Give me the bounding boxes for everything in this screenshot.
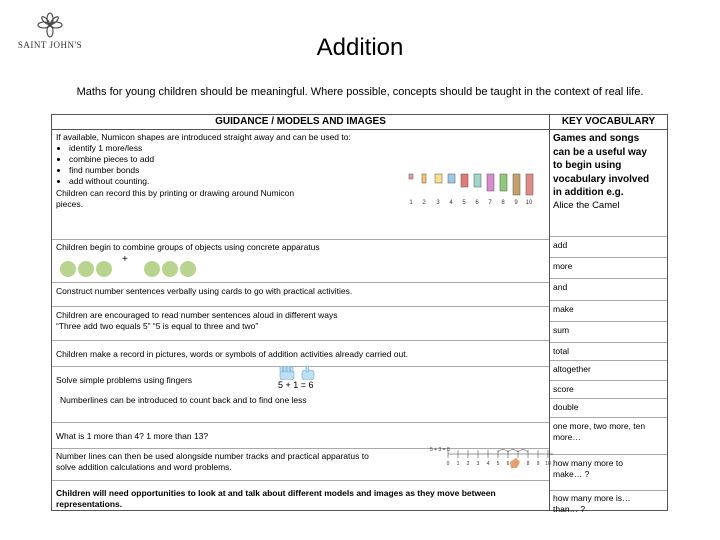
numicon-label: 6 [475,200,479,206]
numicon-uses-list [56,143,154,187]
vocab-word: and [553,282,568,292]
fingers-text: Solve simple problems using fingers [56,375,193,385]
vocab-divider [550,380,667,381]
section-divider [52,282,549,283]
vocab-games-line: to begin using [553,160,622,171]
vocab-divider [550,490,667,491]
vocab-divider [550,360,667,361]
vocab-one-more-block [553,421,665,443]
page-subtitle: Maths for young children should be meaningful. Where possible, concepts should be taught in the context of real life. [76,86,644,98]
read-aloud-text-1: Children are encouraged to read number sentences aloud in different ways [56,310,338,320]
list-item: • find number bonds [69,165,154,176]
numberline-tick-label: 2 [466,461,470,467]
numberline-image [428,444,588,470]
guidance-header: GUIDANCE / MODELS AND IMAGES [52,115,550,130]
vocab-word: more [553,261,573,271]
record-text-2: pieces. [56,199,83,209]
vocab-word: total [553,346,570,356]
vocab-divider [550,236,667,237]
vocab-how-many-more-is-block [553,493,665,515]
vocab-line: make… ? [553,469,590,479]
vocab-divider [550,321,667,322]
vocab-line: how many more is… [553,493,631,503]
numberline-tick-label: 1 [456,461,460,467]
vocab-divider [550,257,667,258]
numicon-intro: If available, Numicon shapes are introduced straight away and can be used to: [56,132,351,142]
numberline-tick-label: 8 [526,461,530,467]
numicon-label: 2 [422,200,426,206]
numberline-tick-label: 4 [486,461,490,467]
vocab-line: one more, two more, ten [553,421,646,431]
list-item: • combine pieces to add [69,154,154,165]
vocab-divider [550,398,667,399]
vocab-games-line: in addition e.g. [553,187,624,198]
vocab-divider [550,300,667,301]
page-title: Addition [316,34,404,61]
numicon-label: 9 [514,200,518,206]
vocab-word: make [553,304,574,314]
numicon-label: 3 [436,200,440,206]
numberlines-note: Numberlines can be introduced to count back and to find one less [60,395,307,405]
hands-image [278,366,322,380]
plus-sign: + [122,254,128,265]
section-divider [52,422,549,423]
list-item: • identify 1 more/less [69,143,154,154]
record-text-1: Children can record this by printing or drawing around Numicon [56,188,295,198]
numicon-label: 8 [501,200,505,206]
numberline-tick-label: 3 [476,461,480,467]
vocab-games-line: Games and songs [553,133,640,144]
numberlines-text-2: solve addition calculations and word problems. [56,462,232,472]
vocab-games-line: Alice the Camel [553,199,620,211]
record-pictures-text: Children make a record in pictures, words or symbols of addition activities already carried out. [56,349,408,359]
vocab-divider [550,342,667,343]
what-more-text: What is 1 more than 4? 1 more than 13? [56,431,209,441]
vocab-line: how many more to [553,458,623,468]
numberline-tick-label: 6 [506,461,510,467]
opportunities-text-1: Children will need opportunities to look at and talk about different models and images as they move between [56,488,496,498]
section-divider [52,480,549,481]
games-songs-block [553,132,665,212]
vocab-word: double [553,402,579,412]
numicon-shapes-image [407,170,547,206]
section-divider [52,340,549,341]
section-divider [52,306,549,307]
vocab-games-line: can be a useful way [553,146,647,158]
numberline-tick-label: 9 [536,461,540,467]
opportunities-text-2: representations. [56,499,123,509]
vocab-line: more… [553,432,581,442]
vocab-word: altogether [553,364,591,374]
vocab-line: than… ? [553,504,586,514]
vocab-divider [550,278,667,279]
section-divider [52,239,549,240]
construct-sentences-text: Construct number sentences verbally using cards to go with practical activities. [56,286,353,296]
combine-groups-text: Children begin to combine groups of objects using concrete apparatus [56,242,320,252]
logo-text: SAINT JOHN'S [17,40,83,50]
numicon-label: 4 [449,200,453,206]
vocab-word: add [553,240,568,250]
list-item: • add without counting. [69,176,154,187]
numberline-label: 5 + 3 = 8 [430,447,450,453]
numberlines-text-1: Number lines can then be used alongside number tracks and practical apparatus to [56,451,369,461]
vocab-divider [550,417,667,418]
numicon-label: 5 [462,200,466,206]
numicon-label: 7 [488,200,492,206]
read-aloud-text-2: “Three add two equals 5” “5 is equal to three and two” [56,321,259,331]
counters-image [60,258,220,280]
fingers-sum: 5 + 1 = 6 [278,380,314,390]
vocabulary-header: KEY VOCABULARY [550,115,668,130]
vocab-word: score [553,384,574,394]
numberline-tick-label: 0 [446,461,450,467]
vocab-word: sum [553,325,570,335]
numicon-label: 1 [409,200,413,206]
numicon-label: 10 [525,200,533,206]
vocab-games-line: vocabulary involved [553,173,650,185]
numberline-tick-label: 10 [545,461,551,467]
numberline-tick-label: 5 [496,461,500,467]
